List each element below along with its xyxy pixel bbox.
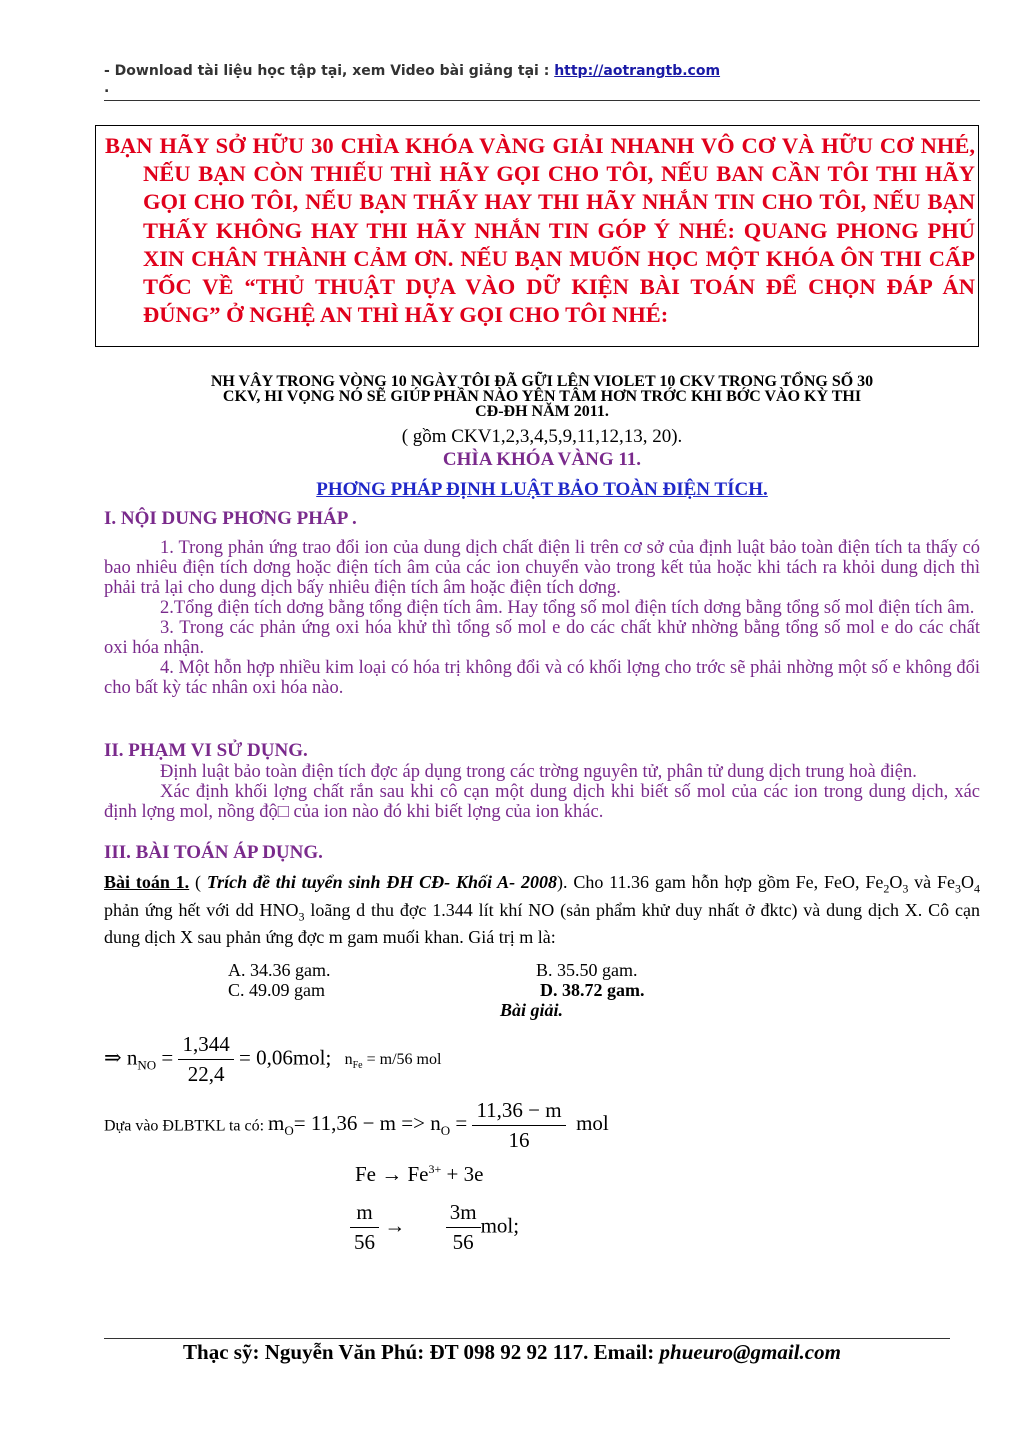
problem-1-text-b: O	[889, 872, 903, 892]
intro-line-1: NH VÂY TRONG VÒNG 10 NGÀY TÔI ĐÃ GỮI LÊN VIOLET 10 CKV TRONG TỔNG SỐ 30	[210, 373, 874, 390]
problem-1: Bài toán 1. ( Trích đề thi tuyển sinh ĐH CĐ- Khối A- 2008). Cho 11.36 gam hỗn hợp gồm Fe, FeO, $Fe_2O_3$ và $Fe_3O_4$ phản ứng hết với dd $HNO_3$ loãng d thu đợc 1.344 lít khí NO (sản phẩm khử duy nhất ở đktc) và dung dịch X. Cô cạn dung dịch X sau phản ứng đợc m gam muối khan. Giá trị m là:	[104, 872, 980, 948]
fraction-m-56	[350, 1200, 379, 1255]
numerator-1: 1,344	[178, 1032, 233, 1060]
fraction-1344-224	[178, 1032, 233, 1087]
intro-line-2: CKV, HI VỌNG NÓ SẼ GIÚP PHẦN NÀO YÊN TÂM HƠN TRỚC KHI BỚC VÀO KỲ THI	[222, 388, 862, 405]
download-header	[104, 63, 720, 79]
intro-line-4: ( gồm CKV1,2,3,4,5,9,11,12,13, 20).	[401, 426, 683, 447]
numerator-2: 11,36 − m	[472, 1098, 565, 1126]
fe-moles	[350, 1200, 519, 1255]
section-1-p1: 1. Trong phản ứng trao đổi ion của dung dịch chất điện li trên cơ sở của định luật bảo toàn điện tích ta thấy có bao nhiêu điện tích dơng hoặc điện tích âm của các ion chuyển vào trong kết tủa hoặc khi tách ra khỏi dung dịch thì phải trả lại cho dung dịch bấy nhiêu điện tích âm hoặc điện tích dơng.	[104, 538, 980, 598]
option-b: B. 35.50 gam.	[536, 960, 638, 980]
denominator-2: 16	[508, 1128, 530, 1152]
section-1-p4: 4. Một hỗn hợp nhiều kim loại có hóa trị không đổi và có khối lợng cho trớc sẽ phải nhờng một số e không đổi cho bất kỳ tác nhân oxi hóa nào.	[104, 658, 980, 698]
sub-4: 4	[973, 881, 980, 896]
numerator-4: 3m	[446, 1200, 481, 1228]
sub-3c: 3	[298, 909, 305, 924]
reaction-arrow: →	[384, 1213, 406, 1238]
section-1-heading: I. NỘI DUNG PHƠNG PHÁP .	[104, 508, 357, 529]
o-subscript-2: O	[440, 1123, 451, 1139]
denominator-3: 56	[354, 1230, 375, 1254]
option-a: A. 34.36 gam.	[228, 960, 331, 980]
notice-text: BẠN HÃY SỞ HỮU 30 CHÌA KHÓA VÀNG GIẢI NHANH VÔ CƠ VÀ HỮU CƠ NHÉ, NẾU BẠN CÒN THIẾU THÌ HÃY GỌI CHO TÔI, NẾU BAN CẦN TÔI THI HÃY GỌI CHO TÔI, NẾU BẠN THẤY HAY THI HÃY NHẮN TIN CHO TÔI, NẾU BẠN THẤY KHÔNG HAY THI HÃY NHẮN TIN GÓP Ý NHÉ: QUANG PHONG PHÚ XIN CHÂN THÀNH CẢM ƠN. NẾU BẠN MUỐN HỌC MỘT KHÓA ÔN THI CẤP TỐC VỀ “THỦ THUẬT DỰA VÀO DỮ KIỆN BÀI TOÁN ĐỂ CHỌN ĐÁP ÁN ĐÚNG” Ở NGHỆ AN THÌ HÃY GỌI CHO TÔI NHÉ:	[105, 133, 975, 328]
equals-symbol: =	[161, 1045, 174, 1070]
fraction-3m-56	[446, 1200, 481, 1255]
n-symbol: n	[126, 1045, 138, 1070]
numerator-3: m	[350, 1200, 379, 1228]
fe-equation-left: Fe → Fe	[355, 1162, 429, 1186]
mol-unit-2: mol;	[480, 1213, 520, 1238]
fraction-mo	[472, 1098, 565, 1153]
implies-symbol: ⇒	[104, 1045, 122, 1070]
section-2-heading: II. PHẠM VI SỬ DỤNG.	[104, 740, 308, 761]
sub-3: 3	[902, 881, 909, 896]
problem-1-text-a: ). Cho 11.36 gam hỗn hợp gồm Fe, FeO, Fe	[557, 872, 884, 892]
problem-1-text-d: O	[960, 872, 974, 892]
footer-email[interactable]: phueuro@gmail.com	[659, 1340, 841, 1364]
n-fe-rest: = m/56 mol	[362, 1051, 442, 1069]
no-subscript: NO	[137, 1057, 157, 1073]
m-symbol: m	[268, 1111, 285, 1136]
section-2-body	[104, 762, 980, 822]
section-1-p3: 3. Trong các phản ứng oxi hóa khử thì tổng số mol e do các chất khử nhờng bằng tổng số mol e do các chất oxi hóa nhận.	[104, 618, 980, 658]
mo-rest: = 11,36 − m => n	[293, 1111, 441, 1136]
fe-equation	[355, 1162, 483, 1187]
problem-1-text-f: loãng d thu đợc 1.344 lít khí NO (sản phẩm khử duy nhất ở đktc) và dung dịch X. Cô cạn dung dịch X sau phản ứng đợc m gam muối khan. Giá trị m là:	[104, 899, 980, 948]
section-2-p1: Định luật bảo toàn điện tích đợc áp dụng trong các trờng nguyên tử, phân tử dung dịch trung hoà điện.	[160, 762, 917, 782]
footer-author: Thạc sỹ: Nguyễn Văn Phú: ĐT 098 92 92 117. Email:	[183, 1340, 660, 1364]
solution-title: Bài giải.	[500, 1000, 564, 1020]
option-d: D. 38.72 gam.	[540, 980, 645, 1000]
footer	[0, 1340, 1024, 1365]
dlbtkl-label: Dựa vào ĐLBTKL ta có:	[104, 1117, 265, 1135]
mol-unit: mol	[576, 1111, 609, 1136]
header-text: - Download tài liệu học tập tại, xem Video bài giảng tại :	[104, 63, 555, 79]
equals-2: =	[450, 1111, 468, 1136]
section-1-body	[104, 538, 980, 698]
n-fe-expression	[344, 1051, 442, 1072]
denominator-4: 56	[452, 1230, 474, 1254]
header-divider	[104, 100, 980, 101]
intro-line-3: CĐ-ĐH NĂM 2011.	[475, 403, 609, 420]
fe-charge: 3+	[428, 1162, 442, 1176]
denominator-1: 22,4	[187, 1062, 225, 1086]
formula-mo	[104, 1098, 609, 1153]
section-3-heading: III. BÀI TOÁN ÁP DỤNG.	[104, 842, 323, 863]
o-subscript: O	[284, 1123, 294, 1139]
problem-1-text-e: phản ứng hết với dd HNO	[104, 899, 299, 920]
problem-1-text-c: và Fe	[908, 872, 955, 892]
method-title: PHƠNG PHÁP ĐỊNH LUẬT BẢO TOÀN ĐIỆN TÍCH.	[316, 479, 768, 500]
result-006: = 0,06mol;	[238, 1045, 332, 1070]
sub-3b: 3	[954, 881, 961, 896]
fe-subscript: Fe	[352, 1060, 363, 1072]
notice-box	[95, 125, 979, 347]
fe-equation-right: + 3e	[441, 1162, 484, 1186]
problem-1-label: Bài toán 1.	[104, 872, 190, 892]
sub-2: 2	[883, 881, 890, 896]
section-1-p2: 2.Tổng điện tích dơng bằng tổng điện tích âm. Hay tổng số mol điện tích dơng bằng tổng số mol điện tích âm.	[160, 598, 975, 618]
section-2-p2: Xác định khối lợng chất rắn sau khi cô cạn một dung dịch khi biết số mol của các ion trong dung dịch, xác định lợng mol, nồng độ□ của ion nào đó khi biết lợng của ion khác.	[104, 782, 980, 822]
problem-1-source: Trích đề thi tuyển sinh ĐH CĐ- Khối A- 2008	[206, 872, 558, 892]
formula-n-no	[104, 1032, 441, 1087]
option-c: C. 49.09 gam	[228, 980, 325, 1000]
header-dot: .	[104, 80, 110, 96]
key-title: CHÌA KHÓA VÀNG 11.	[442, 449, 642, 470]
n-fe-symbol: n	[344, 1051, 353, 1069]
footer-divider	[104, 1338, 950, 1339]
site-link[interactable]: http://aotrangtb.com	[554, 63, 721, 79]
